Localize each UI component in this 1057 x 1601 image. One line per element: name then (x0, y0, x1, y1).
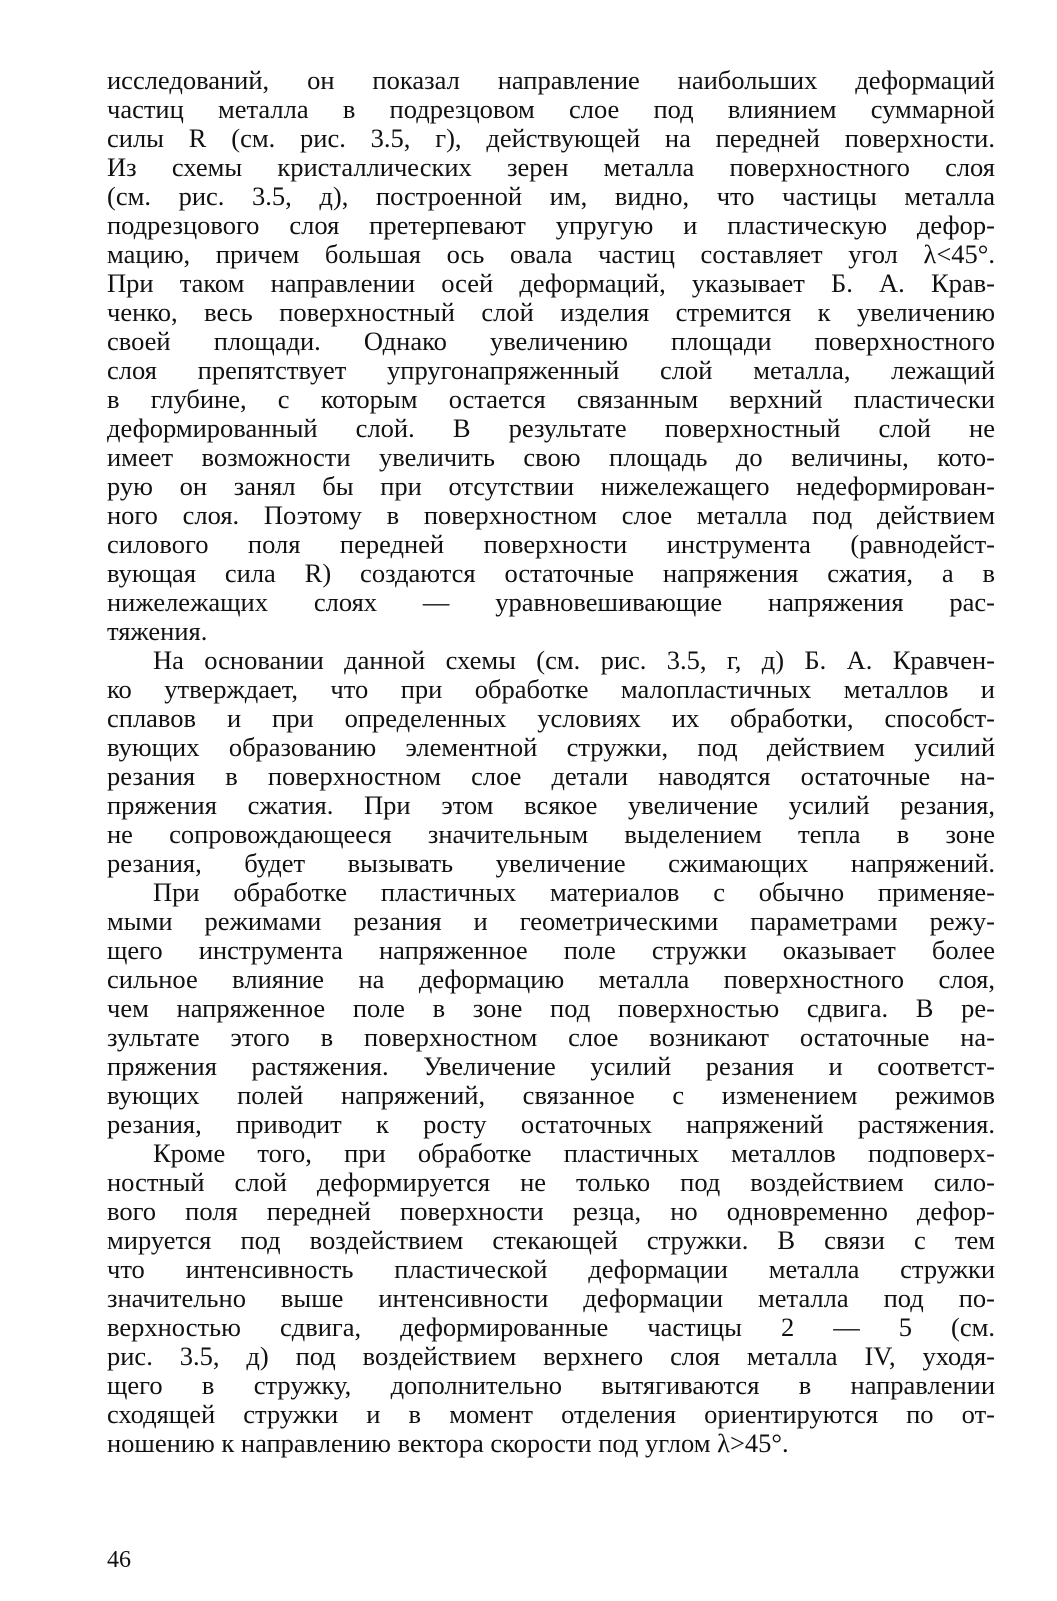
text-line: щего в стружку, дополнительно вытягиваются в направлении (107, 1370, 995, 1400)
text-line: не сопровождающееся значительным выделением тепла в зоне (107, 819, 995, 849)
text-line: ко утверждает, что при обработке малопластичных металлов и (107, 674, 995, 704)
paragraph (107, 66, 995, 646)
text-line: мацию, причем большая ось овала частиц составляет угол λ<45°. (107, 239, 995, 269)
paragraph (107, 1139, 995, 1458)
text-line: вующих полей напряжений, связанное с изменением режимов (107, 1080, 995, 1110)
text-line: вующих образованию элементной стружки, под действием усилий (107, 732, 995, 762)
text-line: тяжения. (107, 616, 208, 646)
text-line: что интенсивность пластической деформации металла стружки (107, 1254, 995, 1284)
text-line: рис. 3.5, д) под воздействием верхнего слоя металла IV, уходя- (107, 1341, 995, 1371)
text-line: имеет возможности увеличить свою площадь до величины, кото- (107, 442, 995, 472)
text-line: значительно выше интенсивности деформации металла под по- (107, 1283, 995, 1313)
text-line: ченко, весь поверхностный слой изделия стремится к увеличению (107, 297, 995, 327)
text-line: При таком направлении осей деформаций, указывает Б. А. Крав- (107, 268, 995, 298)
text-line: резания в поверхностном слое детали наводятся остаточные на- (107, 761, 995, 791)
text-line: зультате этого в поверхностном слое возникают остаточные на- (107, 1022, 995, 1052)
text-line: силового поля передней поверхности инструмента (равнодейст- (107, 529, 995, 559)
text-line: сплавов и при определенных условиях их обработки, способст- (107, 703, 995, 733)
page-body (107, 66, 995, 1458)
text-line: вого поля передней поверхности резца, но одновременно дефор- (107, 1196, 995, 1226)
text-line: исследований, он показал направление наибольших деформаций (107, 65, 995, 95)
text-line: мируется под воздействием стекающей стружки. В связи с тем (107, 1225, 995, 1255)
text-line: резания, приводит к росту остаточных напряжений растяжения. (107, 1109, 995, 1139)
text-line: мыми режимами резания и геометрическими параметрами режу- (107, 906, 995, 936)
text-line: щего инструмента напряженное поле стружки оказывает более (107, 935, 995, 965)
paragraph (107, 646, 995, 878)
text-line: ношению к направлению вектора скорости под углом λ>45°. (107, 1428, 789, 1458)
text-line: рую он занял бы при отсутствии нижележащего недеформирован- (107, 471, 995, 501)
text-line: сильное влияние на деформацию металла поверхностного слоя, (107, 964, 995, 994)
text-line: слоя препятствует упругонапряженный слой металла, лежащий (107, 355, 995, 385)
text-line: нижележащих слоях — уравновешивающие напряжения рас- (107, 587, 995, 617)
text-line: Кроме того, при обработке пластичных металлов подповерх- (153, 1138, 995, 1168)
text-line: подрезцового слоя претерпевают упругую и пластическую дефор- (107, 210, 995, 240)
text-line: деформированный слой. В результате поверхностный слой не (107, 413, 995, 443)
text-line: верхностью сдвига, деформированные частицы 2 — 5 (см. (107, 1312, 995, 1342)
text-line: вующая сила R) создаются остаточные напряжения сжатия, а в (107, 558, 995, 588)
text-line: пряжения сжатия. При этом всякое увеличение усилий резания, (107, 790, 995, 820)
paragraph (107, 878, 995, 1139)
text-line: ностный слой деформируется не только под воздействием сило- (107, 1167, 995, 1197)
text-line: ного слоя. Поэтому в поверхностном слое металла под действием (107, 500, 995, 530)
text-line: в глубине, с которым остается связанным верхний пластически (107, 384, 995, 414)
text-line: (см. рис. 3.5, д), построенной им, видно, что частицы металла (107, 181, 995, 211)
text-line: своей площади. Однако увеличению площади поверхностного (107, 326, 995, 356)
text-line: резания, будет вызывать увеличение сжимающих напряжений. (107, 848, 995, 878)
text-line: При обработке пластичных материалов с обычно применяе- (153, 877, 995, 907)
page-number: 46 (107, 1547, 131, 1573)
text-line: частиц металла в подрезцовом слое под влиянием суммарной (107, 94, 995, 124)
text-line: сходящей стружки и в момент отделения ориентируются по от- (107, 1399, 995, 1429)
text-line: чем напряженное поле в зоне под поверхностью сдвига. В ре- (107, 993, 995, 1023)
text-line: На основании данной схемы (см. рис. 3.5, г, д) Б. А. Кравчен- (153, 645, 995, 675)
text-line: Из схемы кристаллических зерен металла поверхностного слоя (107, 152, 995, 182)
text-line: силы R (см. рис. 3.5, г), действующей на передней поверхности. (107, 123, 995, 153)
text-line: пряжения растяжения. Увеличение усилий резания и соответст- (107, 1051, 995, 1081)
